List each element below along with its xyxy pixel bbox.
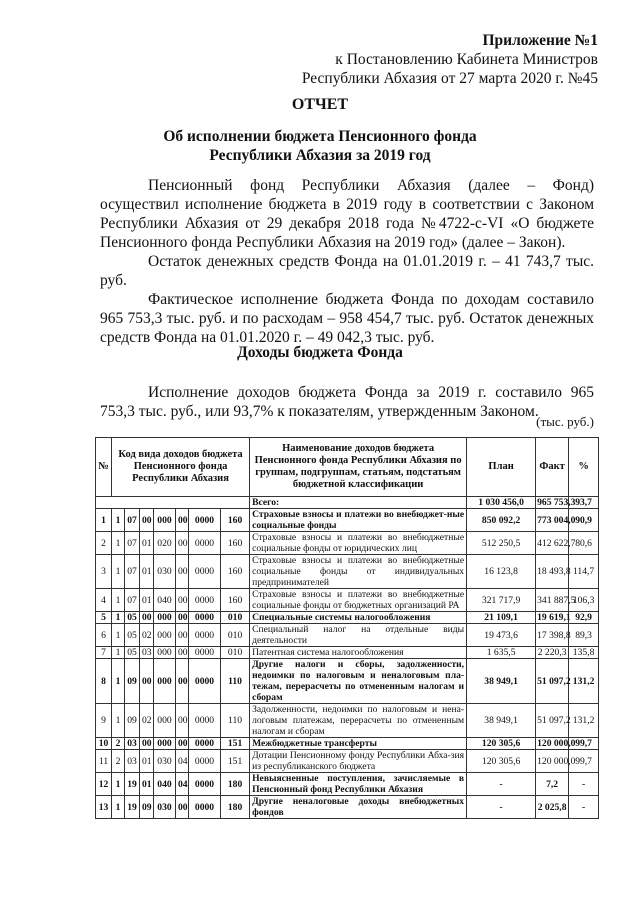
paragraph-opening-balance [100, 252, 594, 290]
row-name: Другие неналоговые доходы внебюджетных фондов [250, 796, 467, 819]
income-section-heading: Доходы бюджета Фонда [237, 344, 403, 361]
row-pct: 106,3 [569, 589, 599, 612]
total-blank [96, 497, 250, 509]
row-code-part: 000 [154, 509, 176, 532]
row-code-part: 2 [112, 750, 125, 773]
row-code-part: 1 [112, 659, 125, 704]
table-row [96, 704, 599, 738]
row-code-part: 000 [154, 704, 176, 738]
row-code-part: 07 [125, 532, 140, 555]
row-code-part: 00 [176, 509, 189, 532]
paragraph-income-text: Исполнение доходов бюджета Фонда за 2019 г. составило 965 753,3 тыс. руб., или 93,7% к показателям, утвержденным Законом. [100, 384, 594, 420]
row-code-part: 040 [154, 773, 176, 796]
row-name: Страховые взносы и платежи во внебюджетные социальные фонды от юридических лиц [250, 532, 467, 555]
row-code-part: 1 [112, 555, 125, 589]
appendix-block [302, 31, 598, 88]
row-plan: 850 092,2 [467, 509, 536, 532]
row-fact: 2 025,8 [536, 796, 569, 819]
row-plan: - [467, 796, 536, 819]
table-row [96, 647, 599, 659]
row-pct: 135,8 [569, 647, 599, 659]
table-row [96, 612, 599, 624]
row-code-part: 00 [176, 659, 189, 704]
row-code-part: 160 [221, 532, 250, 555]
row-code-part: 1 [112, 704, 125, 738]
row-code-part: 01 [140, 589, 154, 612]
row-code-part: 1 [112, 589, 125, 612]
row-code-part: 0000 [189, 624, 221, 647]
row-num: 3 [96, 555, 112, 589]
row-code-part: 0000 [189, 509, 221, 532]
row-num: 1 [96, 509, 112, 532]
row-fact: 51 097,2 [536, 659, 569, 704]
row-code-part: 151 [221, 738, 250, 750]
table-row [96, 555, 599, 589]
row-code-part: 000 [154, 659, 176, 704]
appendix-reference-line2: Республики Абхазия от 27 марта 2020 г. №45 [301, 70, 598, 87]
row-code-part: 03 [140, 647, 154, 659]
row-code-part: 00 [176, 624, 189, 647]
row-code-part: 0000 [189, 647, 221, 659]
row-name: Патентная система налогообложения [250, 647, 467, 659]
table-row [96, 589, 599, 612]
row-code-part: 110 [221, 659, 250, 704]
row-code-part: 00 [176, 589, 189, 612]
row-code-part: 07 [125, 509, 140, 532]
row-code-part: 160 [221, 509, 250, 532]
paragraph-intro-text: Пенсионный фонд Республики Абхазия (далее – Фонд) осуществил исполнение бюджета в 2019 году в соответствии с Законом Республики Абхазия от 29 декабря 2018 года №4722-с-VI «О бюджете Пенсионного фонда Республики Абхазия на 2019 год» (далее – Закон). [100, 177, 594, 251]
row-name: Задолженности, недоимки по налоговым и нена-логовым платежам, перерасчеты по отмененным налогам и сборам [250, 704, 467, 738]
row-num: 9 [96, 704, 112, 738]
row-code-part: 19 [125, 796, 140, 819]
appendix-reference-line1: к Постановлению Кабинета Министров [335, 51, 598, 68]
row-plan: 16 123,8 [467, 555, 536, 589]
row-code-part: 01 [140, 532, 154, 555]
row-plan: 120 305,6 [467, 750, 536, 773]
paragraph-execution-text: Фактическое исполнение бюджета Фонда по доходам составило 965 753,3 тыс. руб. и по расходам – 958 454,7 тыс. руб. Остаток денежных средств Фонда на 01.01.2020 г. – 49 042,3 тыс. руб. [100, 291, 594, 346]
income-table [95, 437, 599, 819]
row-code-part: 0000 [189, 589, 221, 612]
row-code-part: 010 [221, 647, 250, 659]
row-code-part: 00 [176, 532, 189, 555]
row-code-part: 0000 [189, 659, 221, 704]
row-num: 12 [96, 773, 112, 796]
row-code-part: 03 [125, 738, 140, 750]
row-code-part: 180 [221, 773, 250, 796]
row-code-part: 0000 [189, 796, 221, 819]
row-num: 8 [96, 659, 112, 704]
row-code-part: 09 [125, 659, 140, 704]
header-plan: План [467, 438, 536, 497]
row-code-part: 0000 [189, 704, 221, 738]
row-num: 10 [96, 738, 112, 750]
row-code-part: 00 [140, 612, 154, 624]
table-row [96, 796, 599, 819]
row-code-part: 00 [140, 738, 154, 750]
row-code-part: 02 [140, 624, 154, 647]
report-title: ОТЧЕТ [291, 96, 349, 113]
row-name: Невыясненные поступления, зачисляемые в Пенсионный фонд Республики Абхазия [250, 773, 467, 796]
table-header-row [96, 438, 599, 497]
paragraph-intro [100, 176, 594, 252]
table-row [96, 738, 599, 750]
row-code-part: 160 [221, 555, 250, 589]
row-code-part: 2 [112, 738, 125, 750]
row-plan: 321 717,9 [467, 589, 536, 612]
row-code-part: 0000 [189, 738, 221, 750]
row-pct: 92,9 [569, 612, 599, 624]
paragraph-opening-balance-text: Остаток денежных средств Фонда на 01.01.2019 г. – 41 743,7 тыс. руб. [100, 253, 594, 289]
row-code-part: 00 [176, 738, 189, 750]
row-fact: 18 493,8 [536, 555, 569, 589]
units-label: (тыс. руб.) [536, 414, 594, 429]
row-code-part: 000 [154, 612, 176, 624]
row-code-part: 00 [176, 704, 189, 738]
row-fact: 412 622,7 [536, 532, 569, 555]
row-code-part: 00 [140, 509, 154, 532]
row-name: Межбюджетные трансферты [250, 738, 467, 750]
row-plan: 38 949,1 [467, 659, 536, 704]
total-pct: 93,7 [569, 497, 599, 509]
row-code-part: 0000 [189, 532, 221, 555]
row-fact: 19 619,1 [537, 612, 571, 623]
row-code-part: 1 [112, 612, 125, 624]
row-pct: 114,7 [569, 555, 599, 589]
row-code-part: 01 [140, 555, 154, 589]
row-code-part: 05 [125, 624, 140, 647]
row-num: 11 [96, 750, 112, 773]
row-code-part: 1 [112, 773, 125, 796]
row-code-part: 1 [112, 624, 125, 647]
row-code-part: 03 [125, 750, 140, 773]
row-code-part: 01 [140, 750, 154, 773]
report-subtitle-line2: Республики Абхазия за 2019 год [209, 147, 431, 164]
header-name: Наименование доходов бюджета Пенсионного фонда Республики Абхазия по группам, подгруппам, статьям, подстатьям бюджетной классификации [250, 438, 467, 497]
row-code-part: 000 [154, 624, 176, 647]
row-pct: 99,7 [569, 738, 599, 750]
row-fact: 773 004,0 [536, 509, 569, 532]
table-row [96, 624, 599, 647]
row-code-part: 07 [125, 589, 140, 612]
row-name: Страховые взносы и платежи во внебюджет-ные социальные фонды [250, 509, 467, 532]
appendix-label: Приложение №1 [482, 32, 598, 49]
row-num: 6 [96, 624, 112, 647]
row-plan: 19 473,6 [467, 624, 536, 647]
row-code-part: 010 [221, 612, 250, 624]
row-fact: 7,2 [536, 773, 569, 796]
row-code-part: 030 [154, 555, 176, 589]
row-plan: 38 949,1 [467, 704, 536, 738]
row-name: Другие налоги и сборы, задолженности, недоимки по налоговым и неналоговым пла-тежам, перерасчеты по отмененным налогам и сборам [250, 659, 467, 704]
row-num: 2 [96, 532, 112, 555]
row-pct: 80,6 [569, 532, 599, 555]
row-code-part: 000 [154, 738, 176, 750]
total-plan: 1 030 456,0 [467, 497, 536, 509]
paragraph-execution [100, 290, 594, 347]
row-pct: 131,2 [569, 704, 599, 738]
row-code-part: 00 [176, 647, 189, 659]
row-code-part: 1 [112, 647, 125, 659]
row-code-part: 05 [125, 612, 140, 624]
row-code-part: 030 [154, 750, 176, 773]
row-pct: 131,2 [569, 659, 599, 704]
total-fact: 965 753,3 [537, 497, 576, 508]
row-code-part: 030 [154, 796, 176, 819]
row-code-part: 00 [176, 555, 189, 589]
report-subtitle [0, 127, 640, 165]
row-fact: 2 220,3 [536, 647, 569, 659]
row-code-part: 04 [176, 750, 189, 773]
row-plan: 1 635,5 [467, 647, 536, 659]
table-row [96, 773, 599, 796]
row-num: 13 [96, 796, 112, 819]
row-code-part: 1 [112, 532, 125, 555]
row-code-part: 180 [221, 796, 250, 819]
row-code-part: 151 [221, 750, 250, 773]
row-code-part: 00 [176, 796, 189, 819]
row-num: 4 [96, 589, 112, 612]
header-pct: % [569, 438, 599, 497]
row-num: 7 [96, 647, 112, 659]
row-code-part: 19 [125, 773, 140, 796]
table-row [96, 659, 599, 704]
header-num: № [96, 438, 112, 497]
row-code-part: 1 [112, 796, 125, 819]
row-code-part: 0000 [189, 750, 221, 773]
row-fact: 341 887,5 [536, 589, 569, 612]
paragraph-income [100, 383, 594, 421]
table-row [96, 532, 599, 555]
header-code: Код вида доходов бюджета Пенсионного фонда Республики Абхазия [112, 438, 250, 497]
row-code-part: 110 [221, 704, 250, 738]
row-pct: 89,3 [569, 624, 599, 647]
row-name: Дотации Пенсионному фонду Республики Абха-зия из республиканского бюджета [250, 750, 467, 773]
row-pct: 99,7 [569, 750, 599, 773]
report-subtitle-line1: Об исполнении бюджета Пенсионного фонда [163, 128, 477, 145]
row-plan: 21 109,1 [467, 612, 536, 624]
header-fact: Факт [536, 438, 569, 497]
row-code-part: 01 [140, 773, 154, 796]
row-name: Страховые взносы и платежи во внебюджетные социальные фонды от индивидуальных предпринимателей [250, 555, 467, 589]
row-code-part: 00 [176, 612, 189, 624]
row-code-part: 05 [125, 647, 140, 659]
row-fact: 51 097,2 [536, 704, 569, 738]
row-num: 5 [96, 612, 112, 624]
row-fact: 120 000,0 [536, 750, 569, 773]
row-pct: - [569, 796, 599, 819]
row-name: Специальные системы налогообложения [250, 612, 467, 624]
row-code-part: 0000 [189, 773, 221, 796]
row-code-part: 1 [112, 509, 125, 532]
row-code-part: 0000 [189, 612, 221, 624]
row-code-part: 09 [140, 796, 154, 819]
row-plan: 512 250,5 [467, 532, 536, 555]
row-code-part: 000 [154, 647, 176, 659]
row-plan: 120 305,6 [467, 738, 536, 750]
row-name: Страховые взносы и платежи во внебюджетные социальные фонды от бюджетных организаций РА [250, 589, 467, 612]
row-code-part: 02 [140, 704, 154, 738]
row-code-part: 04 [176, 773, 189, 796]
row-pct: - [569, 773, 599, 796]
row-name: Специальный налог на отдельные виды деятельности [250, 624, 467, 647]
row-code-part: 09 [125, 704, 140, 738]
row-plan: - [467, 773, 536, 796]
row-pct: 90,9 [569, 509, 599, 532]
row-code-part: 00 [140, 659, 154, 704]
table-row [96, 509, 599, 532]
row-code-part: 010 [221, 624, 250, 647]
row-code-part: 0000 [189, 555, 221, 589]
table-row [96, 750, 599, 773]
row-fact: 120 000,0 [537, 738, 576, 749]
row-code-part: 07 [125, 555, 140, 589]
row-code-part: 160 [221, 589, 250, 612]
row-code-part: 020 [154, 532, 176, 555]
total-label: Всего: [250, 497, 467, 509]
table-total-row [96, 497, 599, 509]
row-code-part: 040 [154, 589, 176, 612]
row-fact: 17 398,8 [536, 624, 569, 647]
